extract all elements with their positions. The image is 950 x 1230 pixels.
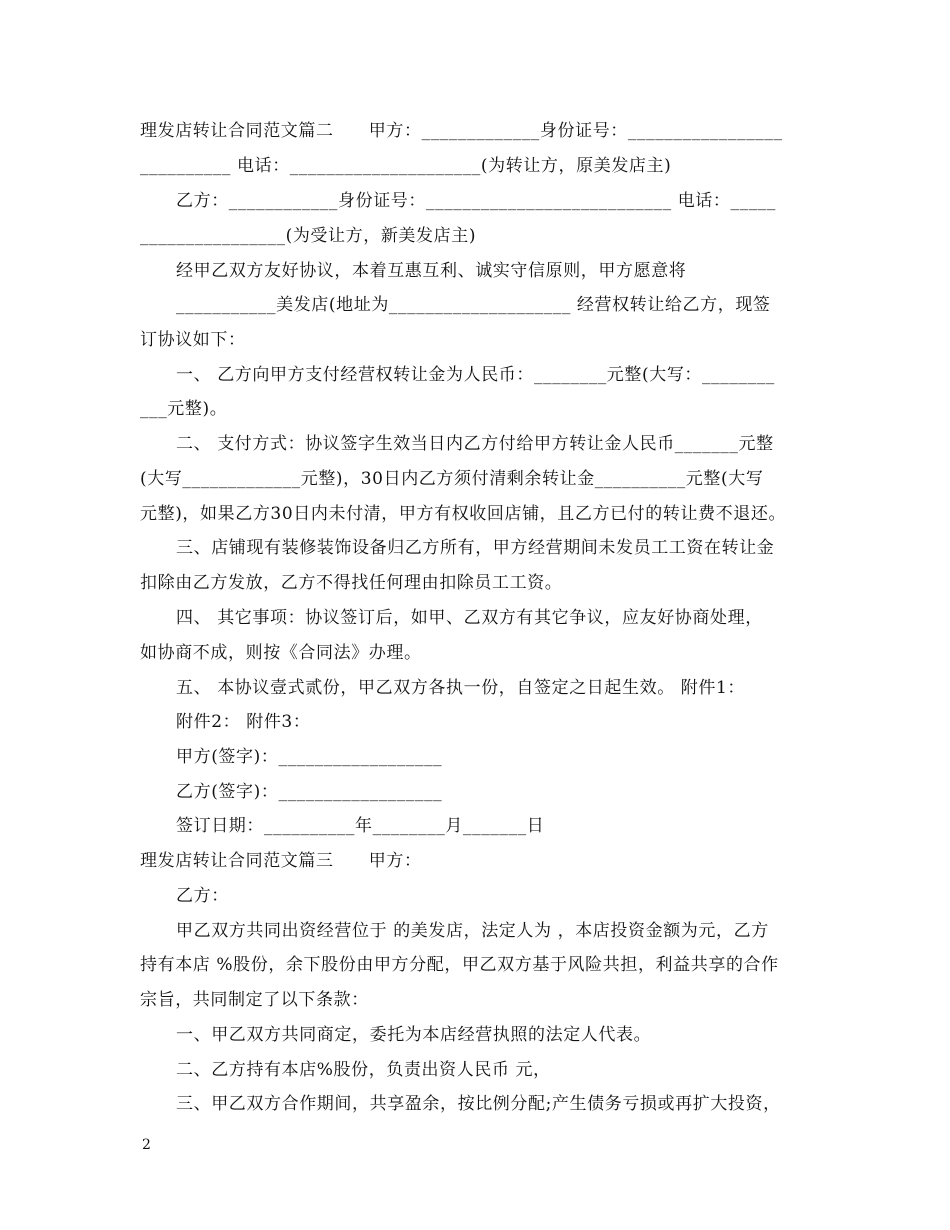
text-line: 宗旨，共同制定了以下条款： — [140, 990, 369, 1010]
text-line: 元整)，如果乙方30日内未付清，甲方有权收回店铺，且乙方已付的转让费不退还。 — [140, 504, 787, 524]
clause-four: 四、 其它事项：协议签订后，如甲、乙双方有其它争议，应友好协商处理， — [176, 608, 763, 628]
clause-two: 二、 支付方式：协议签字生效当日内乙方付给甲方转让金人民币_______元整 — [176, 434, 774, 454]
text-line: 订协议如下： — [140, 330, 246, 350]
text-line: 甲乙双方共同出资经营位于 的美发店，法定人为 ，本店投资金额为元，乙方 — [176, 921, 769, 941]
text-line: 乙方： — [176, 886, 229, 906]
text-line: 三、甲乙双方合作期间，共享盈余，按比例分配;产生债务亏损或再扩大投资， — [176, 1094, 781, 1114]
text-line: 乙方：____________身份证号：___________________________ 电话：_____ — [176, 191, 777, 211]
section-title-three: 理发店转让合同范文篇三 甲方： — [140, 851, 422, 871]
party-a-signature-line: 甲方(签字)：__________________ — [176, 747, 443, 767]
clause-three: 三、店铺现有装修装饰设备归乙方所有，甲方经营期间未发员工工资在转让金 — [176, 538, 775, 558]
clause-five: 五、 本协议壹式贰份，甲乙双方各执一份，自签定之日起生效。 附件1： — [176, 678, 746, 698]
text-line: 如协商不成，则按《合同法》办理。 — [140, 643, 422, 663]
text-line: ___________美发店(地址为____________________ 经营权转让给乙方，现签 — [176, 295, 771, 315]
clause-one: 一、 乙方向甲方支付经营权转让金为人民币：________元整(大写：________ — [176, 365, 775, 385]
text-line: 扣除由乙方发放，乙方不得找任何理由扣除员工工资。 — [140, 573, 563, 593]
attachments-line: 附件2： 附件3： — [176, 712, 311, 732]
signing-date-line: 签订日期：__________年________月_______日 — [176, 816, 545, 836]
party-b-signature-line: 乙方(签字)：__________________ — [176, 782, 443, 802]
text-line: __________ 电话：_____________________(为转让方，原美发店主) — [140, 156, 672, 176]
text-line: 经甲乙双方友好协议，本着互惠互利、诚实守信原则，甲方愿意将 — [176, 261, 687, 281]
text-line: ___元整)。 — [140, 399, 228, 419]
text-line: ________________(为受让方，新美发店主) — [140, 226, 477, 246]
page-number: 2 — [142, 1137, 151, 1153]
text-line: 一、甲乙双方共同商定，委托为本店经营执照的法定人代表。 — [176, 1025, 652, 1045]
section-title-two: 理发店转让合同范文篇二 甲方：_____________身份证号：_________________ — [140, 121, 783, 141]
text-line: 持有本店 %股份，余下股份由甲方分配，甲乙双方基于风险共担，利益共享的合作 — [140, 955, 779, 975]
text-line: (大写_____________元整)，30日内乙方须付清剩余转让金__________元整(大写 — [140, 469, 764, 489]
text-line: 二、乙方持有本店%股份，负责出资人民币 元， — [176, 1060, 551, 1080]
